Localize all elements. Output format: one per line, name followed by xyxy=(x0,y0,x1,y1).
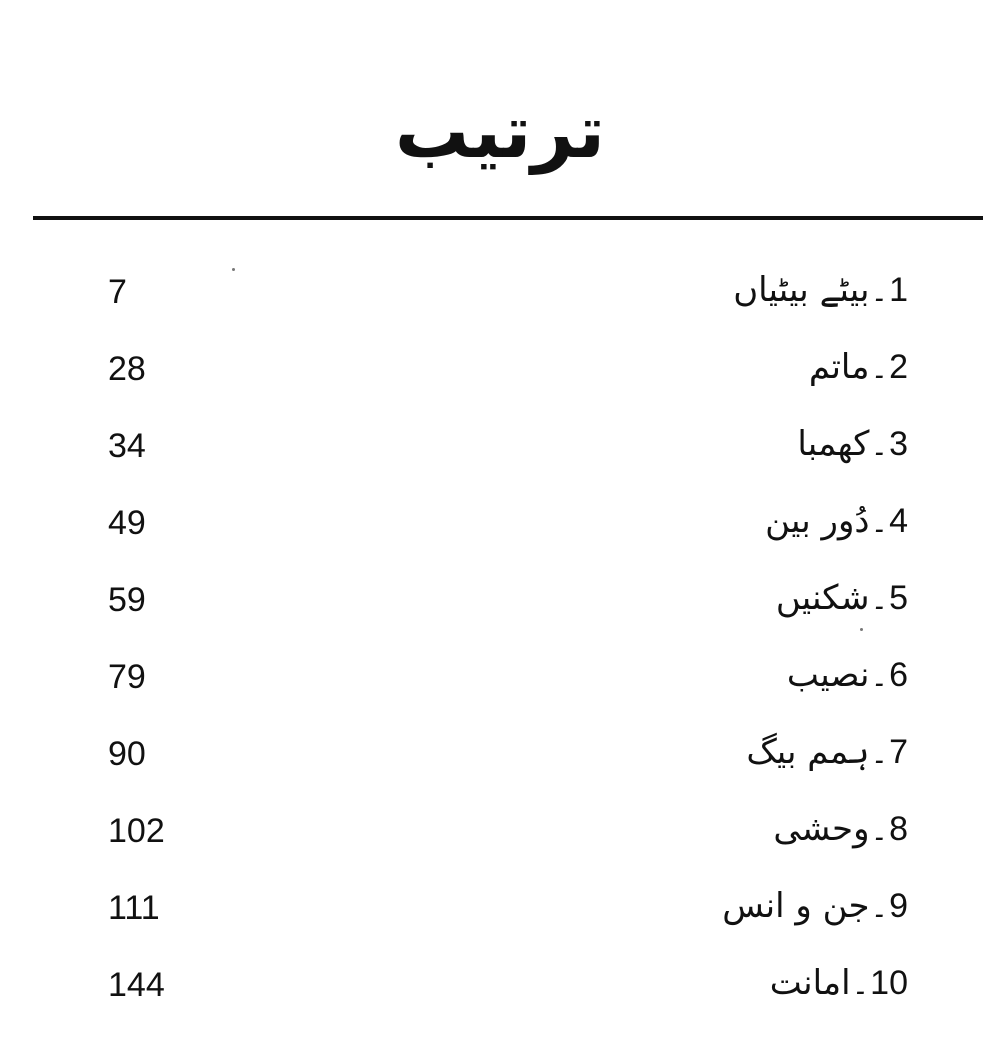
toc-page-number: 7 xyxy=(108,273,127,311)
toc-entry-label xyxy=(770,959,908,1009)
toc-entry-separator: ۔ xyxy=(870,736,889,771)
toc-entry-number: 2 xyxy=(889,348,908,386)
toc-entry-separator: ۔ xyxy=(870,582,889,617)
toc-entry-label xyxy=(773,805,908,855)
toc-page-number: 49 xyxy=(108,504,146,542)
toc-entry-10[interactable] xyxy=(0,953,1000,1030)
toc-entry-3[interactable] xyxy=(0,414,1000,491)
toc-entry-label xyxy=(776,574,908,624)
toc-entry-separator: ۔ xyxy=(870,890,889,925)
toc-entry-number: 8 xyxy=(889,810,908,848)
toc-entry-label xyxy=(733,266,908,316)
toc-entry-9[interactable] xyxy=(0,876,1000,953)
toc-page-number: 102 xyxy=(108,812,165,850)
toc-page-number: 90 xyxy=(108,735,146,773)
toc-entry-number: 6 xyxy=(889,656,908,694)
toc-page-number: 28 xyxy=(108,350,146,388)
toc-page-number: 144 xyxy=(108,966,165,1004)
toc-entry-number: 4 xyxy=(889,502,908,540)
toc-entry-label xyxy=(809,343,908,393)
toc-entry-separator: ۔ xyxy=(870,274,889,309)
toc-entry-number: 10 xyxy=(870,964,908,1002)
page-title: ترتیب xyxy=(394,89,606,175)
toc-entry-label xyxy=(746,728,908,778)
toc-entry-number: 3 xyxy=(889,425,908,463)
toc-entry-6[interactable] xyxy=(0,645,1000,722)
toc-entry-separator: ۔ xyxy=(870,813,889,848)
toc-page-number: 59 xyxy=(108,581,146,619)
toc-entry-number: 7 xyxy=(889,733,908,771)
toc-entry-number: 1 xyxy=(889,271,908,309)
toc-entry-separator: ۔ xyxy=(870,505,889,540)
toc-entry-number: 9 xyxy=(889,887,908,925)
toc-entry-5[interactable] xyxy=(0,568,1000,645)
toc-entry-4[interactable] xyxy=(0,491,1000,568)
toc-entry-title: دُور بین xyxy=(765,501,870,541)
toc-entry-title: امانت xyxy=(769,963,851,1003)
toc-entry-7[interactable] xyxy=(0,722,1000,799)
toc-entry-label xyxy=(765,497,908,547)
table-of-contents xyxy=(0,260,1000,1030)
toc-entry-separator: ۔ xyxy=(870,659,889,694)
toc-entry-separator: ۔ xyxy=(870,428,889,463)
toc-entry-title: جن و انس xyxy=(722,886,870,926)
toc-entry-title: شکنیں xyxy=(775,578,870,618)
toc-entry-title: ہمم بیگ xyxy=(746,732,870,772)
toc-entry-title: کھمبا xyxy=(797,424,870,464)
toc-entry-title: وحشی xyxy=(773,809,870,849)
toc-page-number: 34 xyxy=(108,427,146,465)
toc-page-number: 79 xyxy=(108,658,146,696)
toc-entry-1[interactable] xyxy=(0,260,1000,337)
toc-entry-separator: ۔ xyxy=(851,967,870,1002)
toc-entry-separator: ۔ xyxy=(870,351,889,386)
toc-entry-label xyxy=(797,420,908,470)
toc-entry-title: ماتم xyxy=(808,347,870,387)
toc-entry-label xyxy=(722,882,908,932)
toc-page-number: 111 xyxy=(108,889,160,927)
toc-entry-8[interactable] xyxy=(0,799,1000,876)
toc-entry-number: 5 xyxy=(889,579,908,617)
toc-entry-2[interactable] xyxy=(0,337,1000,414)
toc-entry-label xyxy=(787,651,908,701)
toc-entry-title: نصیب xyxy=(786,655,870,695)
title-divider xyxy=(33,216,983,220)
toc-entry-title: بیٹے بیٹیاں xyxy=(733,270,870,310)
